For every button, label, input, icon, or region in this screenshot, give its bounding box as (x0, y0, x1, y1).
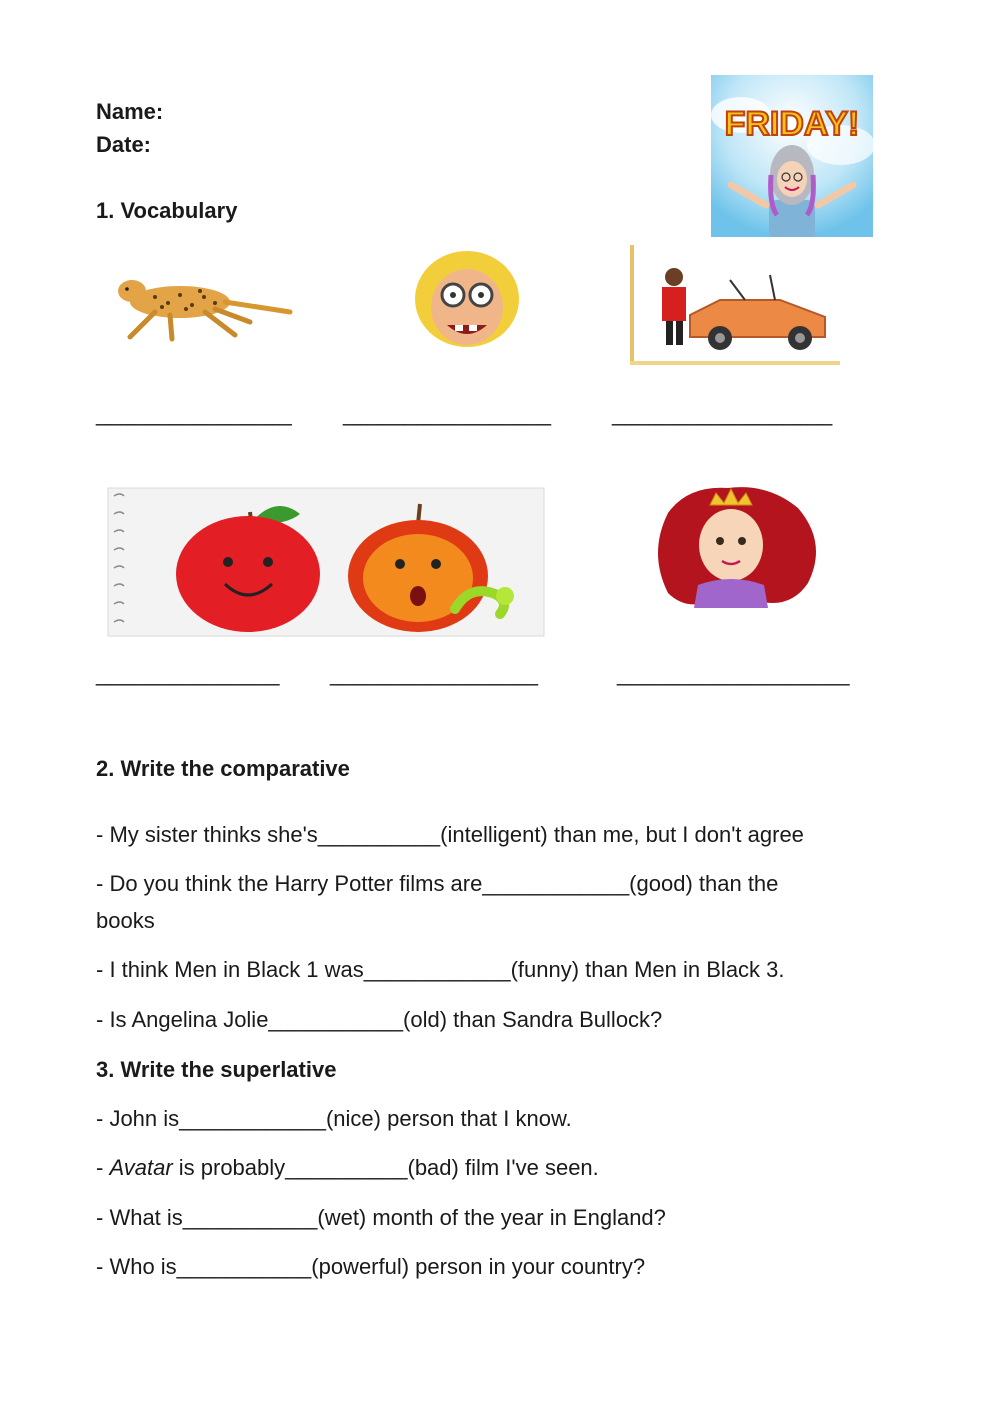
friday-text: FRIDAY! (724, 105, 860, 143)
answer-blank[interactable]: ___________________ (617, 661, 850, 686)
comparative-title: 2. Write the comparative (96, 756, 350, 781)
comparative-sentence: - Do you think the Harry Potter films are____________(good) than the (96, 871, 779, 896)
comparative-sentence: - My sister thinks she's__________(intelligent) than me, but I don't agree (96, 822, 804, 847)
film-title: Avatar (109, 1155, 173, 1180)
answer-blank[interactable]: __________________ (612, 401, 833, 426)
date-label: Date: (96, 132, 152, 157)
comparative-sentence-continued: books (96, 908, 155, 933)
ugly-face-image (357, 247, 567, 364)
answer-blank[interactable]: _______________ (96, 661, 280, 686)
superlative-sentence: - What is___________(wet) month of the year in England? (96, 1205, 666, 1230)
vocabulary-title: 1. Vocabulary (96, 198, 238, 223)
superlative-sentence: - Who is___________(powerful) person in your country? (96, 1254, 646, 1279)
answer-blank[interactable]: _________________ (343, 401, 552, 426)
cheetah-image (100, 247, 300, 364)
man-and-car-image (630, 245, 840, 365)
princess-image (628, 473, 834, 623)
comparative-sentence: - I think Men in Black 1 was____________(funny) than Men in Black 3. (96, 957, 785, 982)
answer-blank[interactable]: ________________ (96, 401, 292, 426)
superlative-title: 3. Write the superlative (96, 1057, 337, 1082)
answer-blank[interactable]: _________________ (330, 661, 539, 686)
sentence-prefix: - (96, 1155, 110, 1180)
comparative-sentence: - Is Angelina Jolie___________(old) than Sandra Bullock? (96, 1007, 663, 1032)
friday-avatar-image (711, 75, 873, 237)
name-label: Name: (96, 99, 164, 124)
good-and-bad-apple-image (100, 484, 546, 639)
superlative-sentence: - John is____________(nice) person that I know. (96, 1106, 572, 1131)
sentence-rest: is probably__________(bad) film I've seen. (172, 1155, 599, 1180)
superlative-sentence (96, 1154, 599, 1182)
